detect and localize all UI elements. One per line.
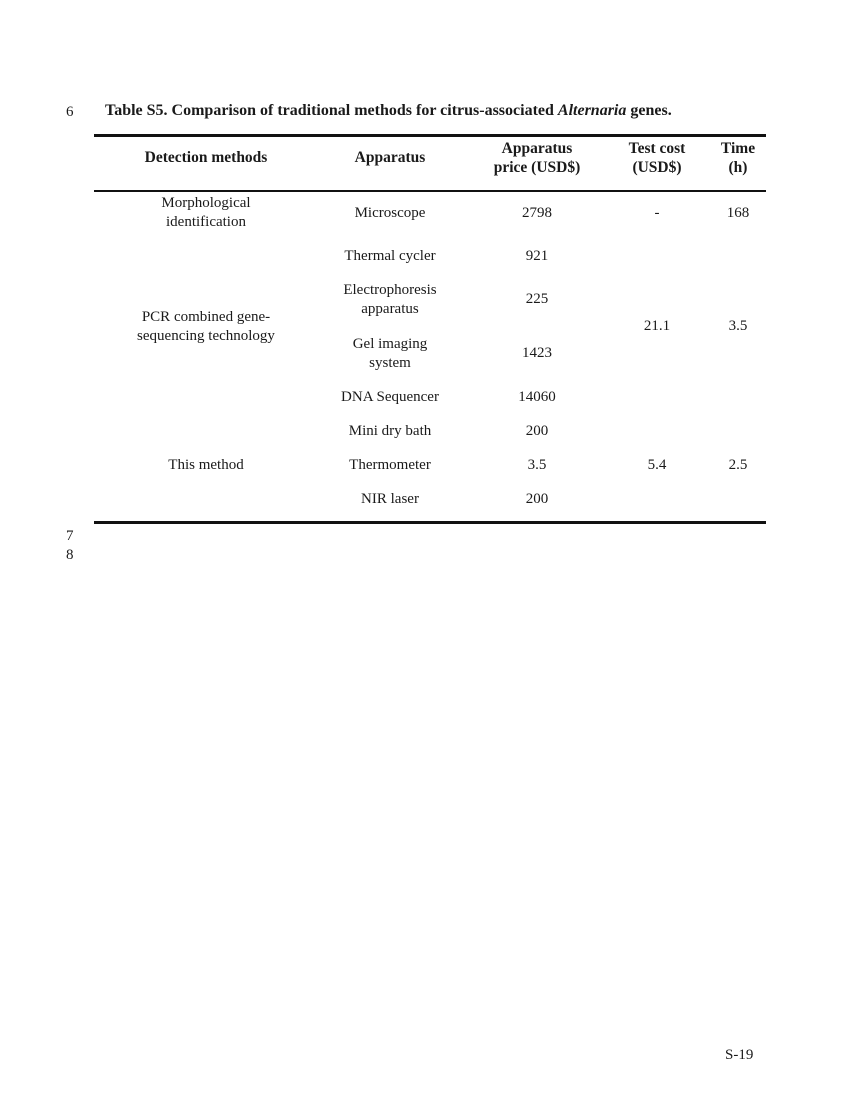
group2-price-4: 14060 [518,389,556,405]
group2-apparatus-2-line2: apparatus [361,301,419,317]
header-test-cost [629,139,686,177]
header-cost-line1: Test cost [628,140,686,157]
group2-price-3: 1423 [522,345,552,361]
line-number-6: 6 [66,104,74,120]
group2-apparatus-3-line1: Gel imaging [352,336,428,352]
group3-method: This method [168,457,244,473]
header-detection-methods: Detection methods [144,149,268,166]
header-rule [94,190,766,192]
group1-apparatus-1: Microscope [354,205,426,221]
header-apparatus-price [494,139,581,177]
caption-prefix: Table S5. Comparison of traditional methods for citrus-associated [105,102,558,119]
table-caption [105,102,672,120]
group2-method [137,308,275,346]
group2-apparatus-1: Thermal cycler [344,248,436,264]
group2-test-cost: 21.1 [643,318,671,334]
line-number-7: 7 [66,528,74,544]
header-time-line1: Time [720,140,756,157]
group2-apparatus-3 [353,335,428,373]
line-number-8: 8 [66,547,74,563]
header-cost-line2: (USD$) [632,159,682,176]
group1-method-line1: Morphological [161,195,251,211]
header-apparatus: Apparatus [354,149,426,166]
header-time [721,139,755,177]
group3-apparatus-3: NIR laser [361,491,419,507]
group3-apparatus-2: Thermometer [349,457,431,473]
group1-time: 168 [726,205,750,221]
group2-price-2: 225 [525,291,549,307]
group1-method [161,194,250,232]
group3-apparatus-1: Mini dry bath [348,423,432,439]
group2-price-1: 921 [525,248,549,264]
page-number: S-19 [725,1047,754,1063]
caption-italic: Alternaria [557,102,627,119]
group3-price-2: 3.5 [527,457,547,473]
group3-test-cost: 5.4 [647,457,667,473]
header-time-line2: (h) [728,159,748,176]
group3-time: 2.5 [728,457,748,473]
group2-method-line2: sequencing technology [137,328,275,344]
group2-method-line1: PCR combined gene- [141,309,271,325]
group3-price-1: 200 [525,423,549,439]
header-price-line1: Apparatus [501,140,573,157]
group1-test-cost: - [654,205,660,221]
caption-suffix: genes. [626,102,672,119]
table-bottom-rule [94,521,766,524]
group3-price-3: 200 [525,491,549,507]
group2-apparatus-4: DNA Sequencer [341,389,439,405]
group2-apparatus-3-line2: system [369,355,411,371]
group1-method-line2: identification [166,214,246,230]
group2-apparatus-2-line1: Electrophoresis [343,282,437,298]
group1-price-1: 2798 [522,205,552,221]
table-top-rule [94,134,766,137]
group2-time: 3.5 [728,318,748,334]
group2-apparatus-2 [343,281,436,319]
header-price-line2: price (USD$) [493,159,581,176]
